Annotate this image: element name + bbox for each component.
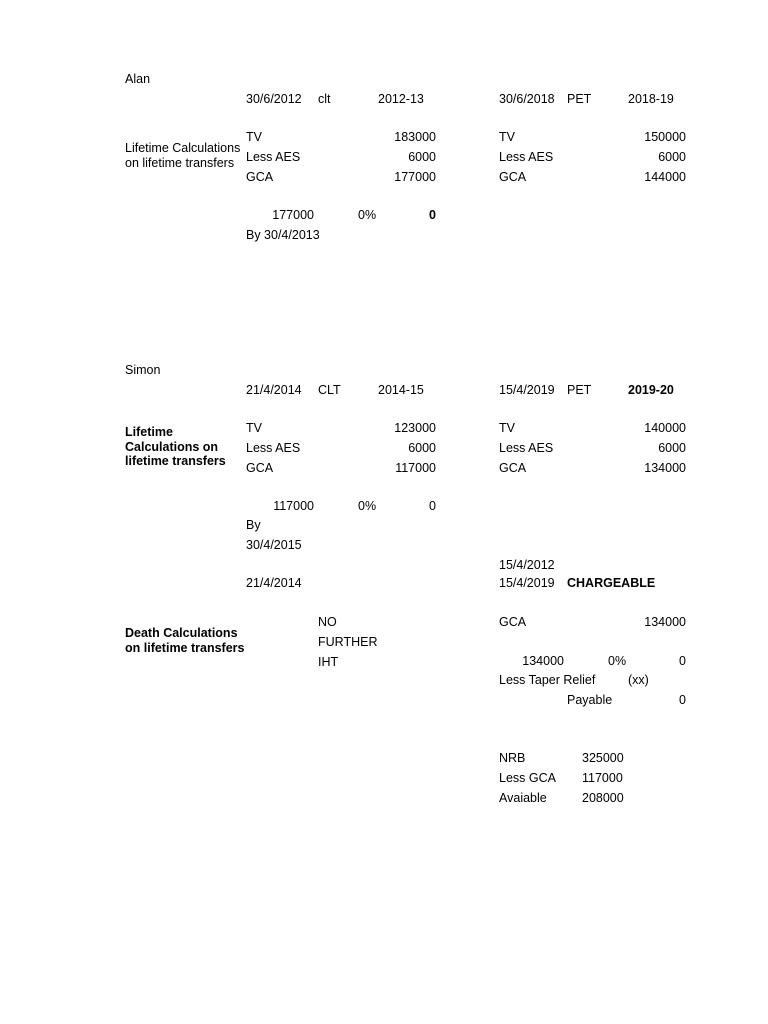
alan-gift1-calc-tax: 0 [429,208,436,222]
simon-gift1-due-date: 30/4/2015 [246,538,302,552]
alan-gift2-type: PET [567,92,592,106]
simon-less-gca-label: Less GCA [499,771,556,785]
simon-gift1-gca: 117000 [395,461,436,475]
simon-gift1-date-repeat: 21/4/2014 [246,576,302,590]
simon-payable: 0 [679,693,686,707]
simon-chargeable-flag: CHARGEABLE [567,576,656,590]
simon-gift2-type: PET [567,383,592,397]
simon-lookback-from: 15/4/2012 [499,558,555,572]
simon-gift1-calc-tax: 0 [429,499,436,513]
alan-gift1-calc-amount: 177000 [272,208,314,222]
simon-less-gca: 117000 [582,771,623,785]
alan-gift1-gca-label: GCA [246,170,274,184]
simon-gift1-aes-label: Less AES [246,441,301,455]
alan-gift1-date: 30/6/2012 [246,92,302,106]
alan-gift2-gca-label: GCA [499,170,527,184]
simon-gift1-calc-rate: 0% [358,499,377,513]
alan-gift2-date: 30/6/2018 [499,92,555,106]
simon-gift2-aes: 6000 [658,441,686,455]
simon-taper-label: Less Taper Relief [499,673,596,687]
simon-gift2-year: 2019-20 [628,383,674,397]
simon-payable-label: Payable [567,693,613,707]
simon-gift2-date: 15/4/2019 [499,383,555,397]
alan-gift1-calc-rate: 0% [358,208,377,222]
simon-death-tax: 0 [679,654,686,668]
simon-available: 208000 [582,791,624,805]
person-name-simon: Simon [125,363,161,377]
simon-death-label: Death Calculations on lifetime transfers [125,626,245,655]
simon-gift1-tv-label: TV [246,421,262,435]
alan-gift1-aes-label: Less AES [246,150,301,164]
simon-gift1-aes: 6000 [408,441,436,455]
alan-gift1-aes: 6000 [408,150,436,164]
simon-nrb-label: NRB [499,751,526,765]
alan-gift1-gca: 177000 [394,170,436,184]
alan-gift2-tv-label: TV [499,130,515,144]
simon-nrb: 325000 [582,751,624,765]
alan-gift1-year: 2012-13 [378,92,424,106]
alan-gift2-tv: 150000 [644,130,686,144]
person-name-alan: Alan [125,72,151,86]
simon-lookback-to: 15/4/2019 [499,576,555,590]
simon-gift1-death-line1: NO [318,615,337,629]
simon-gift2-gca-label: GCA [499,461,527,475]
simon-gift2-aes-label: Less AES [499,441,554,455]
simon-gift2-tv-label: TV [499,421,515,435]
simon-gift1-tv: 123000 [394,421,436,435]
simon-gift1-type: CLT [318,383,341,397]
simon-gift2-tv: 140000 [644,421,686,435]
simon-gift1-death-line3: IHT [318,655,339,669]
simon-death-gca: 134000 [644,615,686,629]
simon-gift1-due-label: By [246,518,261,532]
simon-available-label: Avaiable [499,791,547,805]
simon-lifetime-label: Lifetime Calculations on lifetime transfers [125,425,226,468]
alan-lifetime-label: Lifetime Calculations on lifetime transfers [125,141,241,170]
simon-death-rate: 0% [608,654,627,668]
alan-gift1-tv: 183000 [394,130,436,144]
alan-gift1-tv-label: TV [246,130,262,144]
simon-taper-value: (xx) [628,673,649,687]
alan-gift2-gca: 144000 [644,170,686,184]
alan-gift2-year: 2018-19 [628,92,674,106]
simon-gift1-date: 21/4/2014 [246,383,302,397]
simon-gift1-calc-amount: 117000 [273,499,314,513]
alan-gift2-aes-label: Less AES [499,150,554,164]
simon-gift1-year: 2014-15 [378,383,424,397]
simon-death-gca-label: GCA [499,615,527,629]
alan-gift1-due-date: By 30/4/2013 [246,228,320,242]
simon-death-amount: 134000 [522,654,564,668]
alan-gift2-aes: 6000 [658,150,686,164]
simon-gift1-gca-label: GCA [246,461,274,475]
alan-gift1-type: clt [318,92,331,106]
simon-gift2-gca: 134000 [644,461,686,475]
simon-gift1-death-line2: FURTHER [318,635,378,649]
